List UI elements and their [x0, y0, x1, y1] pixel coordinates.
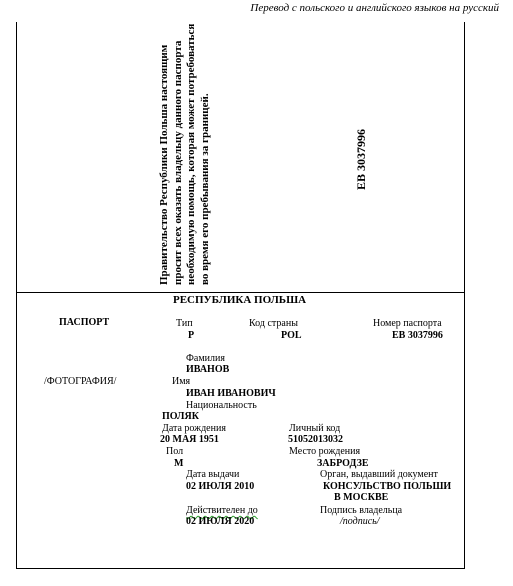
- issuer-value-line1: КОНСУЛЬСТВО ПОЛЬШИ: [323, 481, 452, 492]
- valid-until-value: 02 ИЮЛЯ 2020: [186, 516, 255, 527]
- sex-label: Пол: [166, 446, 184, 457]
- passport-number-label: Номер паспорта: [373, 318, 442, 329]
- personal-code-value: 51052013032: [288, 434, 343, 445]
- name-value: ИВАН ИВАНОВИЧ: [186, 388, 276, 399]
- type-value: P: [188, 330, 195, 341]
- type-label: Тип: [176, 318, 193, 329]
- personal-code-label: Личный код: [289, 423, 341, 434]
- page-divider: [16, 292, 465, 293]
- passport-label: ПАСПОРТ: [59, 317, 110, 328]
- vertical-passport-number: EB 3037996: [354, 128, 368, 190]
- country-code-value: POL: [281, 330, 302, 341]
- signature-placeholder: /подпись/: [340, 516, 380, 527]
- legal-text-line: Правительство Республики Польша настоящим: [158, 44, 170, 285]
- issuer-value-line2: В МОСКВЕ: [334, 492, 389, 503]
- valid-until-label: Действителен до: [186, 505, 258, 516]
- legal-text-line: во время его пребывания за границей.: [198, 93, 211, 285]
- country-code-label: Код страны: [249, 318, 298, 329]
- birthplace-value: ЗАБРОДЗЕ: [317, 458, 369, 469]
- surname-label: Фамилия: [186, 353, 225, 364]
- legal-text-line: просит всех оказать владельцу данного паспорта: [171, 40, 184, 285]
- sex-value: M: [174, 458, 184, 469]
- holder-signature-label: Подпись владельца: [320, 505, 403, 516]
- country-title: РЕСПУБЛИКА ПОЛЬША: [173, 294, 307, 306]
- surname-value: ИВАНОВ: [186, 364, 230, 375]
- nationality-label: Национальность: [186, 400, 257, 411]
- issue-date-label: Дата выдачи: [186, 469, 240, 480]
- nationality-value: ПОЛЯК: [162, 411, 199, 422]
- dob-label: Дата рождения: [162, 423, 226, 434]
- translation-note: Перевод с польского и английского языков на русский: [250, 2, 499, 14]
- legal-text-line: необходимую помощь, которая может потребоваться: [185, 23, 197, 285]
- issuer-label: Орган, выдавший документ: [320, 469, 438, 480]
- legal-text-block: [158, 24, 212, 285]
- name-label: Имя: [172, 376, 191, 387]
- dob-value: 20 МАЯ 1951: [160, 434, 219, 445]
- birthplace-label: Место рождения: [289, 446, 361, 457]
- passport-number-value: EB 3037996: [392, 330, 443, 341]
- photo-placeholder: /ФОТОГРАФИЯ/: [44, 376, 117, 387]
- issue-date-value: 02 ИЮЛЯ 2010: [186, 481, 255, 492]
